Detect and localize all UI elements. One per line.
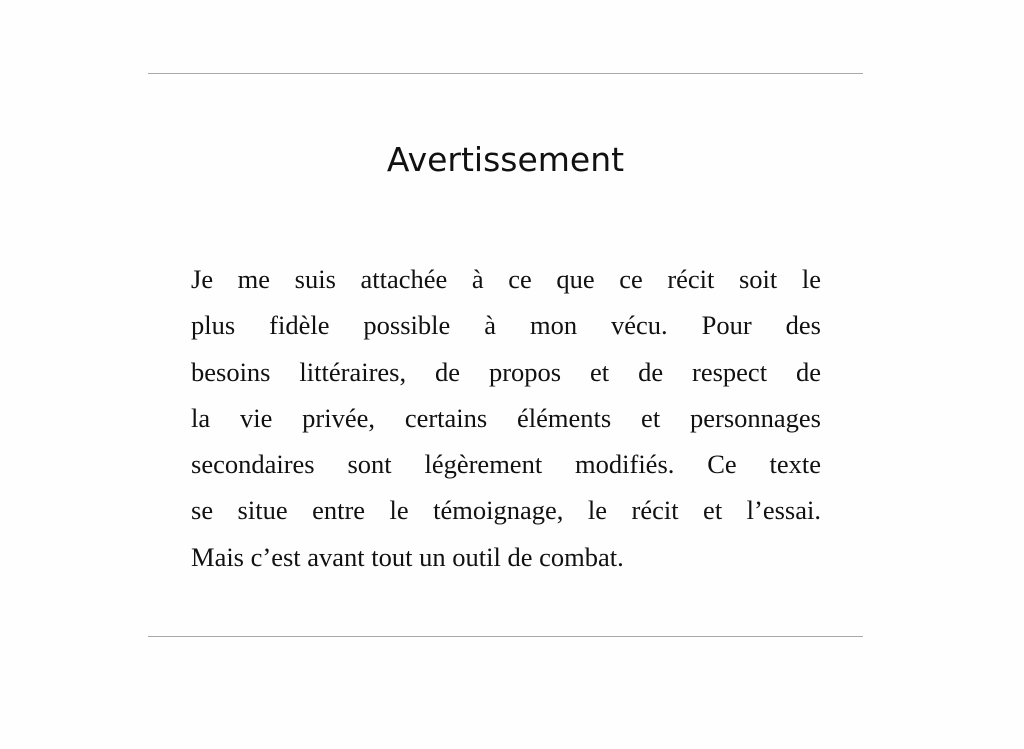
paragraph-line: Je me suis attachée à ce que ce récit soit le: [191, 264, 821, 294]
top-divider: [148, 73, 863, 74]
bottom-divider: [148, 636, 863, 637]
paragraph-line: se situe entre le témoignage, le récit et l’essai.: [191, 495, 821, 526]
paragraph-line: besoins littéraires, de propos et de respect de: [191, 356, 821, 387]
paragraph-line: la vie privée, certains éléments et personnages: [191, 402, 821, 433]
paragraph-line: Mais c’est avant tout un outil de combat.: [191, 541, 624, 572]
paragraph-line: plus fidèle possible à mon vécu. Pour des: [191, 310, 821, 341]
paragraph-line: secondaires sont légèrement modifiés. Ce texte: [191, 449, 821, 480]
warning-paragraph: [191, 256, 821, 580]
page-title: Avertissement: [386, 140, 625, 179]
